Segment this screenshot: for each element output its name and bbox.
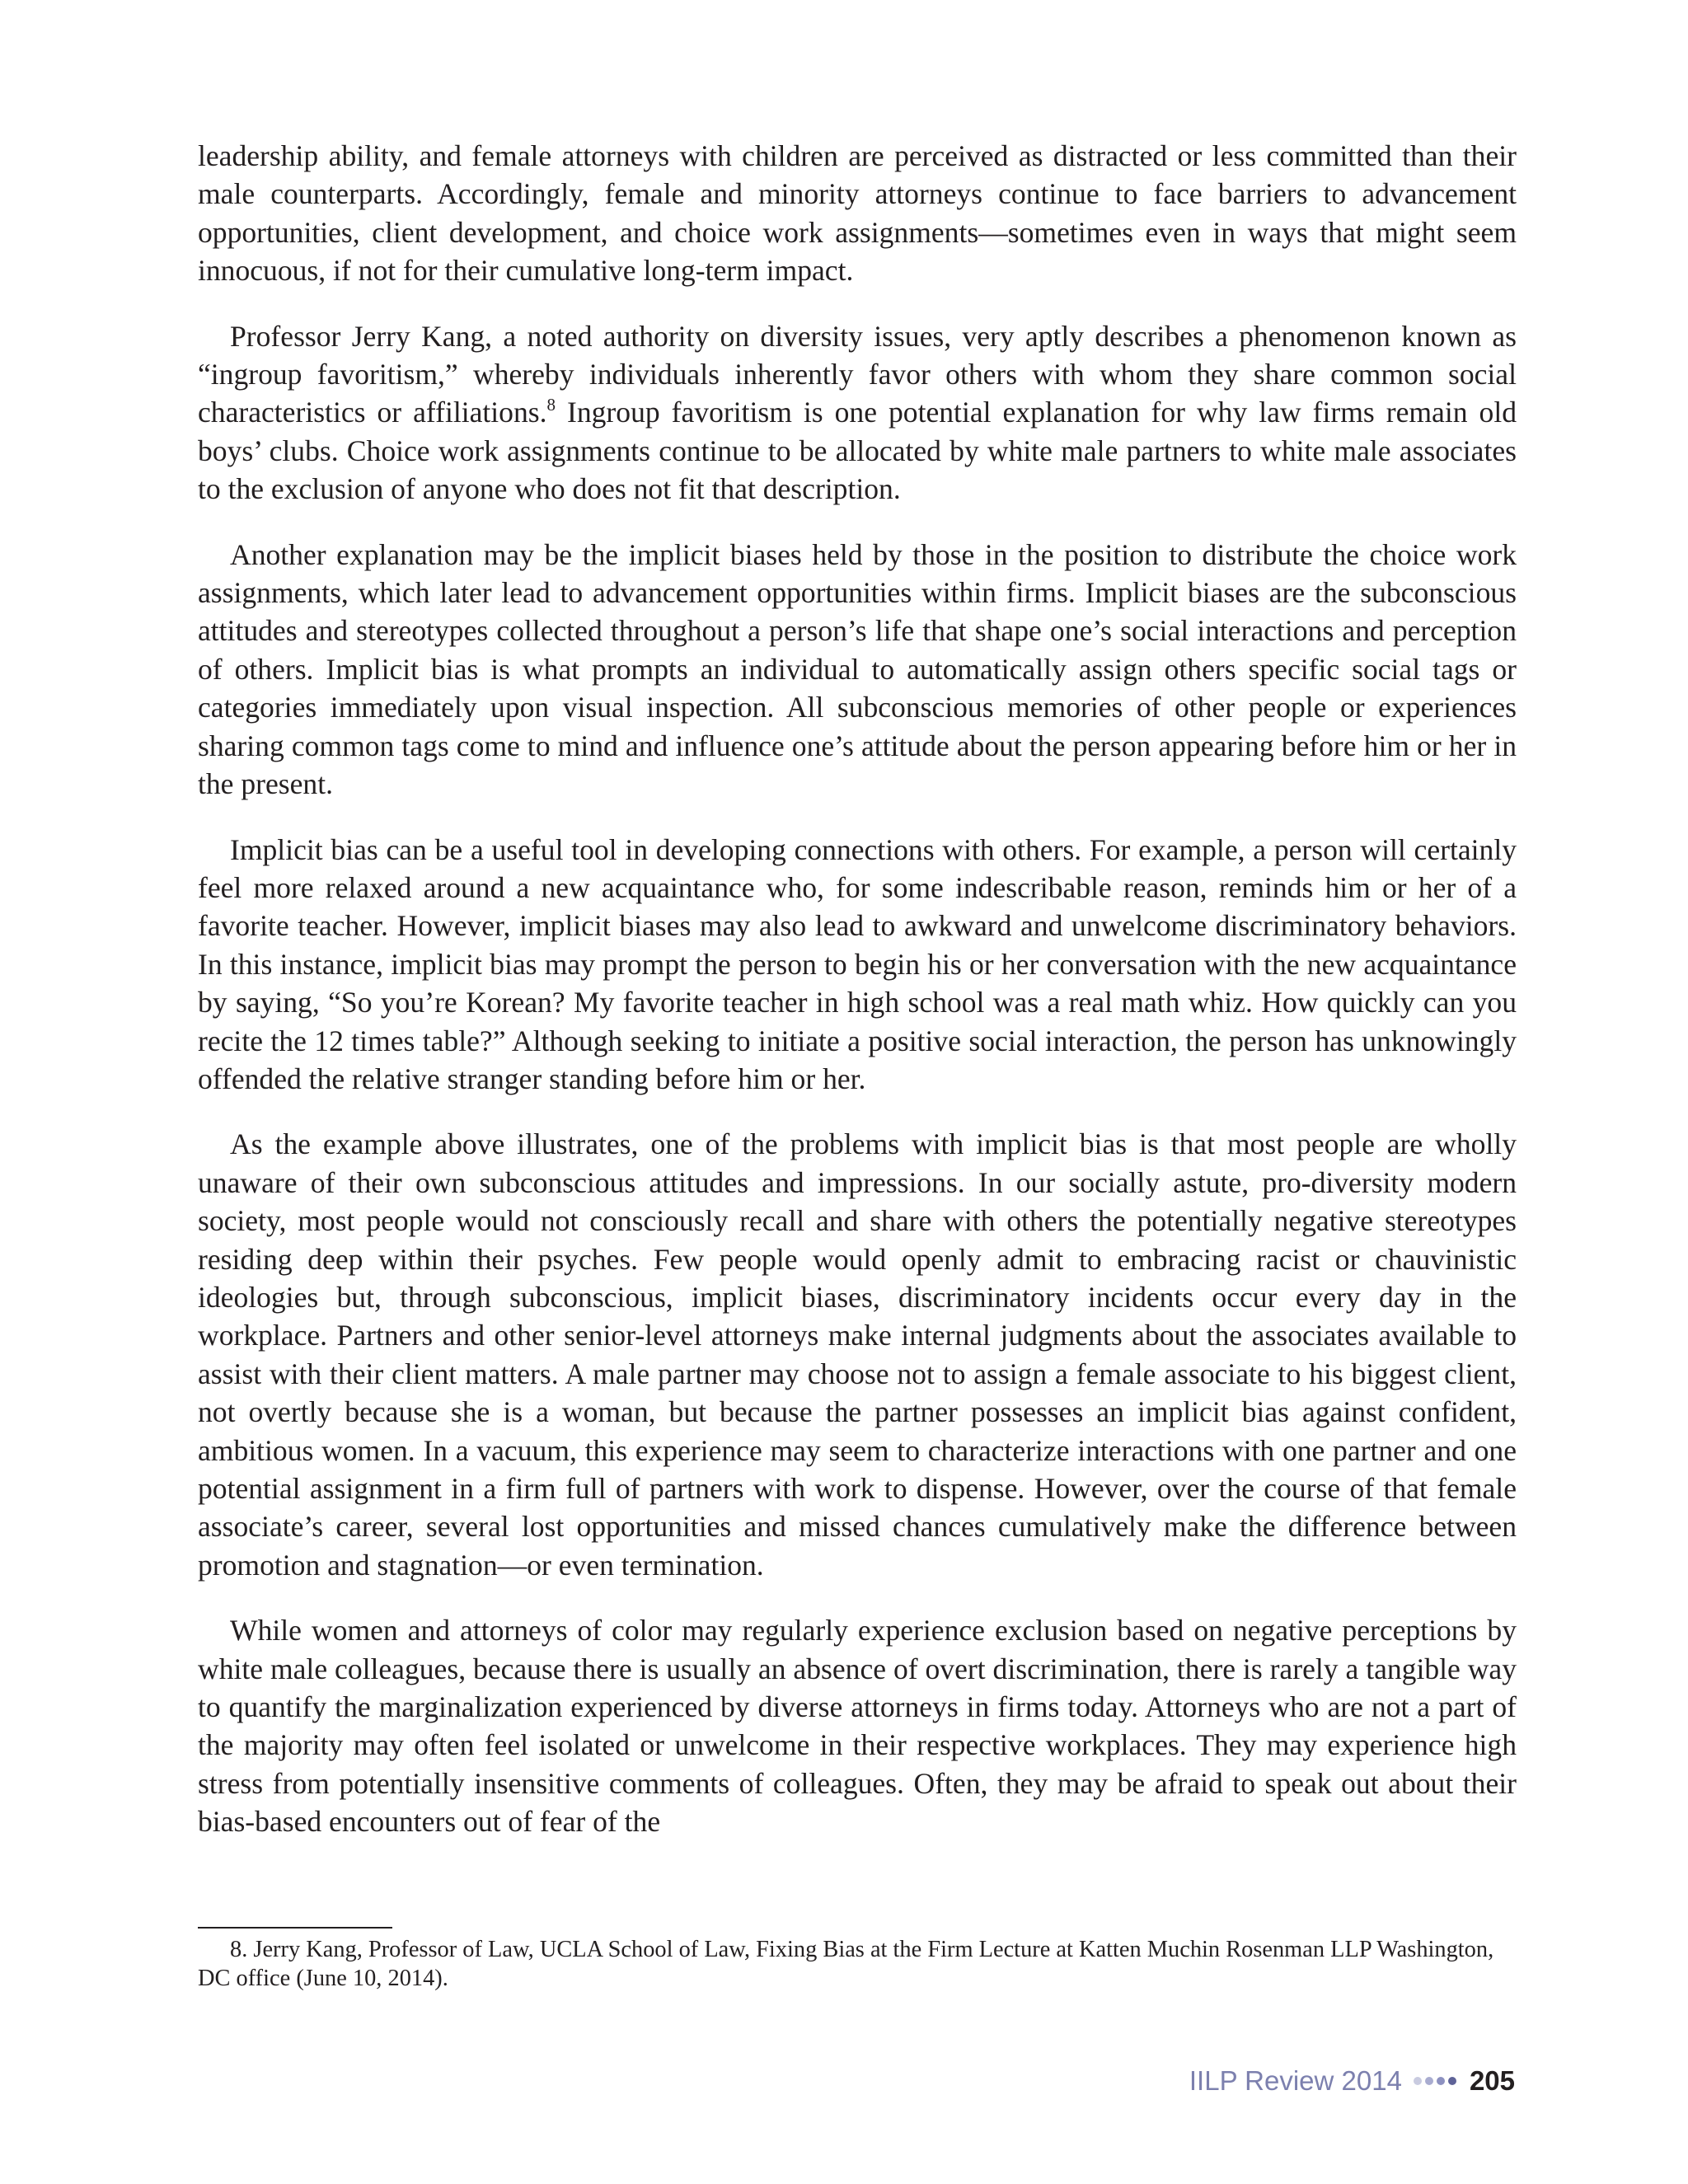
dot-icon bbox=[1437, 2077, 1445, 2085]
running-footer bbox=[1189, 2064, 1515, 2097]
publication-title: IILP Review 2014 bbox=[1189, 2065, 1402, 2096]
page-number: 205 bbox=[1469, 2065, 1515, 2096]
paragraph: Another explanation may be the implicit biases held by those in the position to distribute the choice work assignments, which later lead to advancement opportunities within firms. Implicit biases are the subconscious attitudes and stereotypes collected throughout a person’s life that shape one’s social interactions and perception of others. Implicit bias is what prompts an individual to automatically assign others specific social tags or categories immediately upon visual inspection. All subconscious memories of other people or experiences sharing common tags come to mind and influence one’s attitude about the person appearing before him or her in the present. bbox=[198, 537, 1517, 801]
paragraph: While women and attorneys of color may regularly experience exclusion based on negative perceptions by white male colleagues, because there is usually an absence of overt discrimination, there is rarely a tangible way to quantify the marginalization experienced by diverse attorneys in firms today. Attorneys who are not a part of the majority may often feel isolated or unwelcome in their respective workplaces. They may experience high stress from potentially insensitive comments of colleagues. Often, they may be afraid to speak out about their bias-based encounters out of fear of the bbox=[198, 1614, 1517, 1839]
paragraph-with-footnote-ref bbox=[198, 317, 1517, 509]
paragraph: leadership ability, and female attorneys with children are perceived as distracted or less committed than their male counterparts. Accordingly, female and minority attorneys continue to face barriers to advancement opportunities, client development, and choice work assignments—sometimes even in ways that might seem innocuous, if not for their cumulative long-term impact. bbox=[198, 139, 1517, 288]
decorative-dots bbox=[1414, 2077, 1460, 2085]
paragraph: As the example above illustrates, one of the problems with implicit bias is that most people are wholly unaware of their own subconscious attitudes and impressions. In our socially astute, pro-diversity modern society, most people would not consciously recall and share with others the potentially negative stereotypes residing deep within their psyches. Few people would openly admit to embracing racist or chauvinistic ideologies but, through subconscious, implicit biases, discriminatory incidents occur every day in the workplace. Partners and other senior-level attorneys make internal judgments about the associates available to assist with their client matters. A male partner may choose not to assign a female associate to his biggest client, not overtly because she is a woman, but because the partner possesses an implicit bias against confident, ambitious women. In a vacuum, this experience may seem to characterize interactions with one partner and one potential assignment in a firm full of partners with work to dispense. However, over the course of that female associate’s career, several lost opportunities and missed chances cumulatively make the difference between promotion and stagnation—or even termination. bbox=[198, 1127, 1517, 1582]
dot-icon bbox=[1448, 2077, 1456, 2085]
paragraph-text: Professor Jerry Kang, a noted authority on diversity issues, very aptly describes a phenomenon known as “ingroup favoritism,” whereby individuals inherently favor others with whom they share common social characteristics or affiliations. bbox=[198, 319, 1517, 429]
footnote-reference[interactable]: 8 bbox=[546, 395, 556, 415]
footnote-divider bbox=[198, 1927, 392, 1929]
body-text bbox=[198, 137, 1517, 1868]
paragraph-text: Ingroup favoritism is one potential explanation for why law firms remain old boys’ clubs. Choice work assignments continue to be allocated by white male partners to white male associates to the exclusion of anyone who does not fit that description. bbox=[198, 396, 1517, 506]
paragraph: Implicit bias can be a useful tool in developing connections with others. For example, a person will certainly feel more relaxed around a new acquaintance who, for some indescribable reason, reminds him or her of a favorite teacher. However, implicit biases may also lead to awkward and unwelcome discriminatory behaviors. In this instance, implicit bias may prompt the person to begin his or her conversation with the new acquaintance by saying, “So you’re Korean? My favorite teacher in high school was a real math whiz. How quickly can you recite the 12 times table?” Although seeking to initiate a positive social interaction, the person has unknowingly offended the relative stranger standing before him or her. bbox=[198, 832, 1517, 1095]
dot-icon bbox=[1414, 2077, 1422, 2085]
footnote: 8. Jerry Kang, Professor of Law, UCLA School of Law, Fixing Bias at the Firm Lecture at Katten Muchin Rosenman LLP Washington, DC office (June 10, 2014). bbox=[198, 1937, 1494, 1991]
dot-icon bbox=[1425, 2077, 1433, 2085]
